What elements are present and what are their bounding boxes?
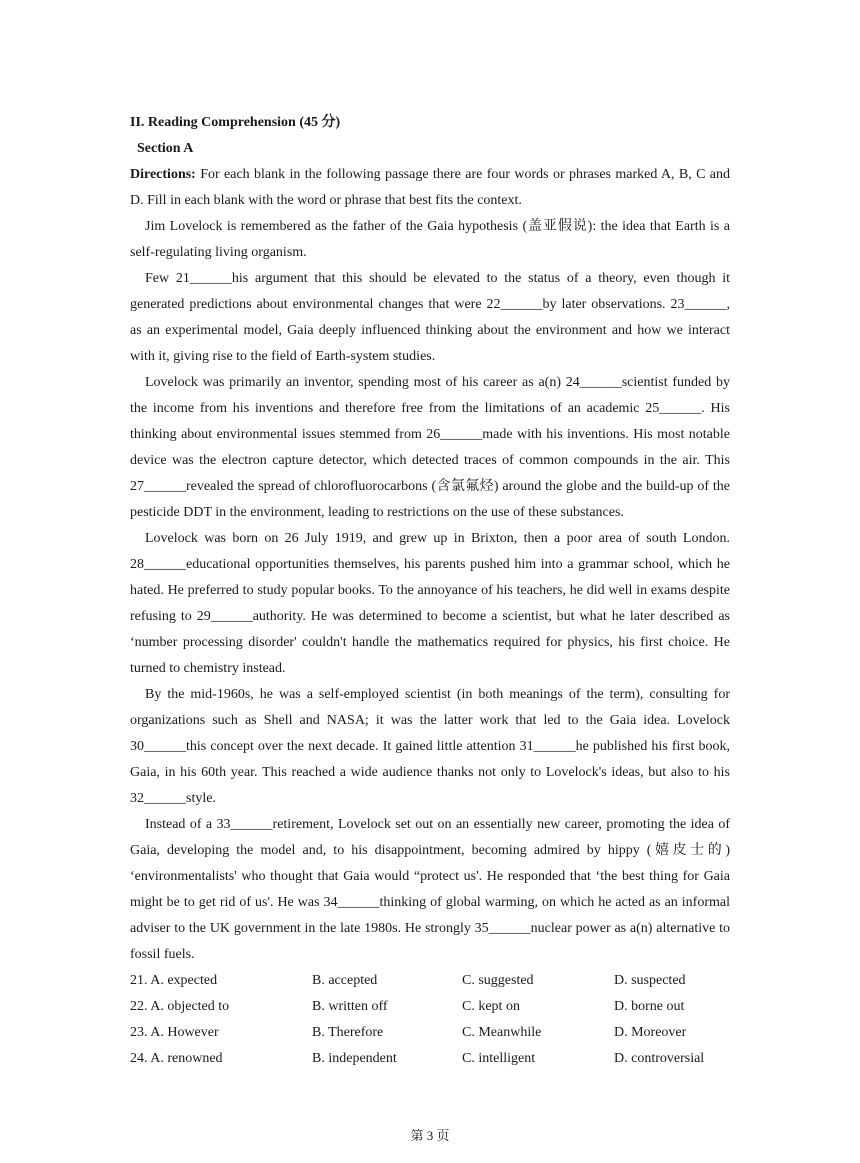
- passage-paragraph-3: Lovelock was primarily an inventor, spending most of his career as a(n) 24______scientist funded by the income from his inventions and therefore free from the limitations of an academic 25______. His thinking about environmental issues stemmed from 26______made with his inventions. His most notable device was the electron capture detector, which detected traces of common compounds in the air. This 27______revealed the spread of chlorofluorocarbons (含氯氟烃) around the globe and the build-up of the pesticide DDT in the environment, leading to restrictions on the use of these substances.: [130, 375, 730, 520]
- option-a: 24. A. renowned: [130, 1051, 223, 1066]
- option-a: 23. A. However: [130, 1025, 219, 1040]
- passage-paragraph-4: Lovelock was born on 26 July 1919, and grew up in Brixton, then a poor area of south London. 28______educational opportunities themselves, his parents pushed him into a grammar school, which he hated. He preferred to study popular books. To the annoyance of his teachers, he did well in exams despite refusing to 29______authority. He was determined to become a scientist, but what he later described as ‘number processing disorder' couldn't handle the mathematics required for physics, his first choice. He turned to chemistry instead.: [130, 531, 730, 676]
- passage-paragraph-5: By the mid-1960s, he was a self-employed scientist (in both meanings of the term), consulting for organizations such as Shell and NASA; it was the latter work that led to the Gaia idea. Lovelock 30______this concept over the next decade. It gained little attention 31______he published his first book, Gaia, in his 60th year. This reached a wide audience thanks not only to Lovelock's ideas, but also to his 32______style.: [130, 687, 730, 806]
- exam-page: [130, 110, 730, 1072]
- option-row-23: [130, 1020, 730, 1046]
- option-row-22: [130, 994, 730, 1020]
- option-d: D. borne out: [614, 999, 685, 1014]
- section-title: II. Reading Comprehension (45 分): [130, 115, 341, 130]
- option-b: B. Therefore: [312, 1025, 384, 1040]
- passage-paragraph-6: Instead of a 33______retirement, Lovelock set out on an essentially new career, promoting the idea of Gaia, developing the model and, to his disappointment, becoming admired by hippy (嬉皮士的) ‘environmentalists' who thought that Gaia would “protect us'. He responded that ‘the best thing for Gaia might be to get rid of us'. He was 34______thinking of global warming, on which he acted as an informal adviser to the UK government in the late 1980s. He strongly 35______nuclear power as a(n) alternative to fossil fuels.: [130, 817, 730, 962]
- option-b: B. independent: [312, 1051, 397, 1066]
- directions-text: For each blank in the following passage there are four words or phrases marked A, B, C and D. Fill in each blank with the word or phrase that best fits the context.: [130, 167, 730, 208]
- option-d: D. suspected: [614, 973, 686, 988]
- section-label: Section A: [137, 141, 194, 156]
- option-c: C. kept on: [462, 999, 520, 1014]
- directions: [130, 162, 730, 214]
- option-a: 22. A. objected to: [130, 999, 230, 1014]
- directions-label: Directions:: [130, 167, 196, 182]
- option-c: C. Meanwhile: [462, 1025, 542, 1040]
- option-d: D. controversial: [614, 1051, 705, 1066]
- option-b: B. written off: [312, 999, 388, 1014]
- option-row-24: [130, 1046, 730, 1072]
- option-a: 21. A. expected: [130, 973, 218, 988]
- option-c: C. intelligent: [462, 1051, 536, 1066]
- option-c: C. suggested: [462, 973, 534, 988]
- option-d: D. Moreover: [614, 1025, 687, 1040]
- option-row-21: [130, 968, 730, 994]
- passage-paragraph-2: Few 21______his argument that this should be elevated to the status of a theory, even though it generated predictions about environmental changes that were 22______by later observations. 23______, as an experimental model, Gaia deeply influenced thinking about the environment and how we interact with it, giving rise to the field of Earth-system studies.: [130, 271, 730, 364]
- option-b: B. accepted: [312, 973, 378, 988]
- page-number: 第 3 页: [410, 1128, 450, 1143]
- passage-paragraph-1: Jim Lovelock is remembered as the father of the Gaia hypothesis (盖亚假说): the idea that Earth is a self-regulating living organism.: [130, 219, 730, 260]
- answer-options: [130, 968, 730, 1072]
